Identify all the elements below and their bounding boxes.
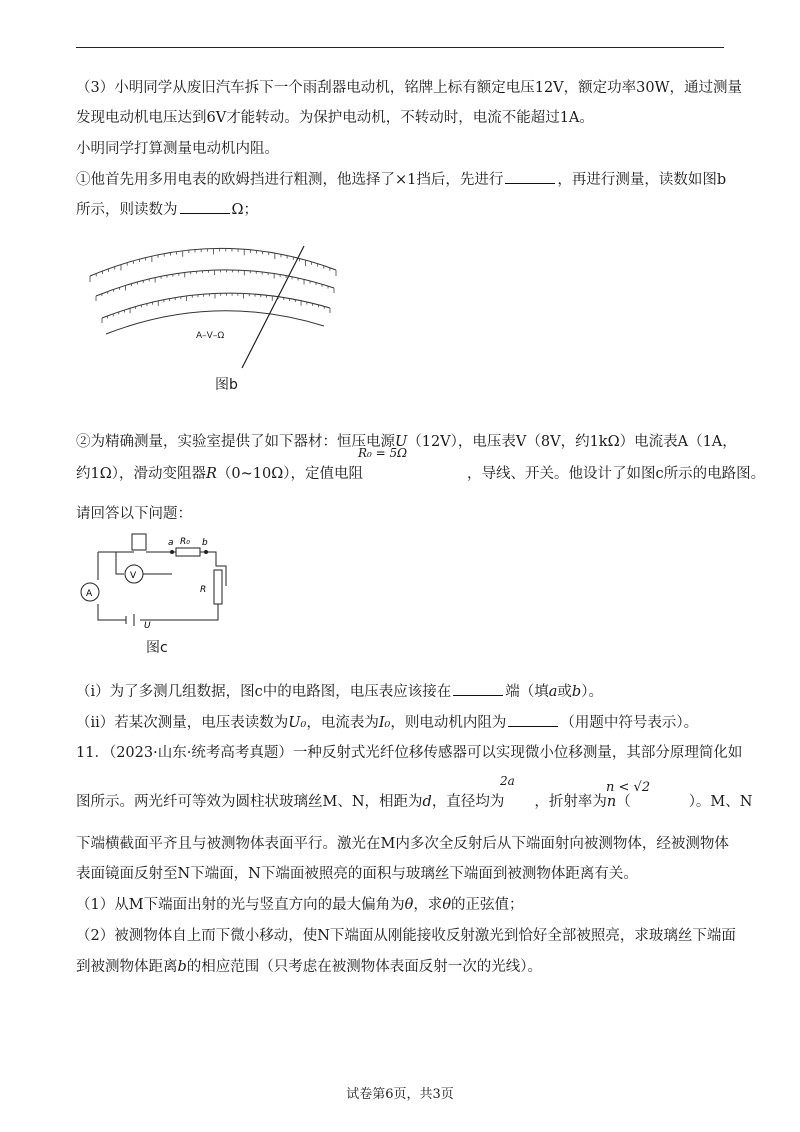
answer-blank-3[interactable] bbox=[453, 681, 503, 696]
q3-line-7-c: ，导线、开关。他设计了如图c所示的电路图。 bbox=[467, 466, 766, 482]
answer-blank-1[interactable] bbox=[505, 169, 555, 184]
q3-line-5-b: Ω； bbox=[231, 202, 259, 218]
q11-line-5-b: ，求 bbox=[413, 897, 443, 913]
q3-sub-ii-b: ，电流表为 bbox=[306, 715, 379, 731]
answer-blank-2[interactable] bbox=[180, 199, 230, 214]
q3-line-4 bbox=[76, 169, 726, 190]
dial-ticks bbox=[90, 248, 336, 323]
formula-2a: 2a bbox=[500, 774, 515, 788]
label-b: b bbox=[202, 538, 208, 548]
symbol-U0: U₀ bbox=[288, 715, 307, 731]
q3-line-4-b: ，再进行测量，读数如图b bbox=[557, 172, 727, 188]
q3-sub-i-b: 端（填 bbox=[505, 684, 549, 700]
label-a-meter: A bbox=[86, 589, 93, 599]
symbol-n: n bbox=[606, 794, 617, 810]
q11-line-1: 11．（2023·山东·统考高考真题）一种反射式光纤位移传感器可以实现微小位移测量，其部分原理简化如 bbox=[76, 745, 743, 761]
q3-sub-i-d: 或 bbox=[557, 684, 572, 700]
header-rule bbox=[76, 47, 724, 48]
q11-line-2-e: ）。M、N bbox=[688, 794, 753, 810]
q3-line-6-b: （12V），电压表V（8V，约1kΩ）电流表A（1A， bbox=[407, 434, 737, 450]
wire-bottom-left bbox=[98, 604, 126, 620]
q3-sub-i-a: （ⅰ）为了多测几组数据，图c中的电路图，电压表应该接在 bbox=[76, 684, 452, 700]
label-r0: R₀ bbox=[180, 537, 190, 547]
q3-sub-i-c: a bbox=[548, 684, 558, 700]
q3-line-7 bbox=[76, 464, 765, 484]
q11-line-7-b: 的相应范围（只考虑在被测物体表面反射一次的光线）。 bbox=[186, 959, 543, 975]
q3-line-7-b: （0~10Ω），定值电阻 bbox=[216, 466, 364, 482]
formula-n-condition: n < √2 bbox=[606, 780, 651, 795]
q3-line-1: （3）小明同学从废旧汽车拆下一个雨刮器电动机，铭牌上标有额定电压12V，额定功率30W，通过测量 bbox=[76, 80, 742, 96]
wire-bottom-right bbox=[140, 604, 218, 620]
q11-line-2-d: （ bbox=[616, 794, 631, 810]
symbol-theta: θ bbox=[404, 897, 414, 913]
rheostat-r bbox=[214, 570, 222, 604]
symbol-b: b bbox=[177, 959, 187, 975]
q3-line-5-a: 所示，则读数为 bbox=[76, 202, 178, 218]
q3-sub-i-f: ）。 bbox=[581, 684, 603, 700]
label-u: U bbox=[144, 621, 151, 630]
q11-line-5 bbox=[76, 895, 524, 915]
q11-line-2-a: 图所示。两光纤可等效为圆柱状玻璃丝M、N，相距为 bbox=[76, 794, 423, 810]
q11-line-2-b: ，直径均为 bbox=[431, 794, 505, 810]
answer-blank-4[interactable] bbox=[508, 712, 558, 727]
q3-line-5 bbox=[76, 199, 258, 220]
figure-c-caption: 图c bbox=[146, 640, 168, 656]
q3-line-7-a: 约1Ω），滑动变阻器 bbox=[76, 466, 206, 482]
symbol-I0: I₀ bbox=[378, 715, 391, 731]
q11-line-2 bbox=[76, 792, 752, 812]
power-source-u bbox=[126, 614, 134, 626]
q3-sub-ii bbox=[76, 712, 698, 733]
symbol-d: d bbox=[422, 794, 432, 810]
q3-line-3: 小明同学打算测量电动机内阻。 bbox=[76, 141, 279, 157]
motor-symbol bbox=[132, 534, 146, 550]
resistor-r0 bbox=[176, 548, 200, 556]
q11-line-5-a: （1）从M下端面出射的光与竖直方向的最大偏角为 bbox=[76, 897, 405, 913]
node-b bbox=[204, 550, 208, 554]
label-a: a bbox=[168, 538, 174, 548]
dial-mode-label: A–V–Ω bbox=[196, 331, 225, 341]
symbol-theta-2: θ bbox=[442, 897, 452, 913]
q11-line-2-c: ，折射率为 bbox=[534, 794, 607, 810]
label-v: V bbox=[130, 571, 137, 581]
q3-sub-ii-d: （用题中符号表示）。 bbox=[560, 715, 699, 731]
q3-line-8: 请回答以下问题： bbox=[76, 506, 192, 522]
q11-line-3: 下端横截面平齐且与被测物体表面平行。激光在M内多次全反射后从下端面射向被测物体，经被测物体 bbox=[76, 836, 729, 852]
figure-c-circuit bbox=[76, 530, 246, 630]
label-r: R bbox=[200, 585, 207, 595]
page-footer: 试卷第6页，共3页 bbox=[346, 1087, 454, 1102]
wire-voltmeter-left bbox=[116, 552, 124, 574]
figure-b-caption: 图b bbox=[215, 377, 238, 393]
q11-line-6: （2）被测物体自上而下微小移动，使N下端面从刚能接收反射激光到恰好全部被照亮，求玻璃丝下端面 bbox=[76, 928, 736, 944]
q3-sub-i bbox=[76, 681, 603, 702]
dial-arc-middle bbox=[96, 270, 334, 296]
dial-arc-outer bbox=[90, 248, 336, 276]
q3-line-4-a: ①他首先用多用电表的欧姆挡进行粗测，他选择了×1挡后，先进行 bbox=[76, 172, 504, 188]
q3-sub-ii-c: ，则电动机内阻为 bbox=[390, 715, 507, 731]
dial-arc-inner bbox=[102, 293, 330, 318]
symbol-R: R bbox=[206, 466, 217, 482]
q11-line-7 bbox=[76, 957, 542, 977]
node-a bbox=[170, 550, 174, 554]
figure-b-multimeter-dial bbox=[84, 230, 354, 370]
formula-r0: R₀ = 5Ω bbox=[358, 446, 408, 460]
q11-line-5-c: 的正弦值； bbox=[451, 897, 524, 913]
dial-needle bbox=[242, 246, 304, 368]
q11-line-4: 表面镜面反射至N下端面，N下端面被照亮的面积与玻璃丝下端面到被测物体距离有关。 bbox=[76, 866, 638, 882]
symbol-U: U bbox=[395, 434, 408, 450]
q3-sub-i-e: b bbox=[571, 684, 582, 700]
q3-sub-ii-a: （ⅱ）若某次测量，电压表读数为 bbox=[76, 715, 289, 731]
q3-line-2: 发现电动机电压达到6V才能转动。为保护电动机，不转动时，电流不能超过1A。 bbox=[76, 110, 594, 126]
q11-line-7-a: 到被测物体距离 bbox=[76, 959, 178, 975]
q3-line-6-a: ②为精确测量，实验室提供了如下器材：恒压电源 bbox=[76, 434, 395, 450]
